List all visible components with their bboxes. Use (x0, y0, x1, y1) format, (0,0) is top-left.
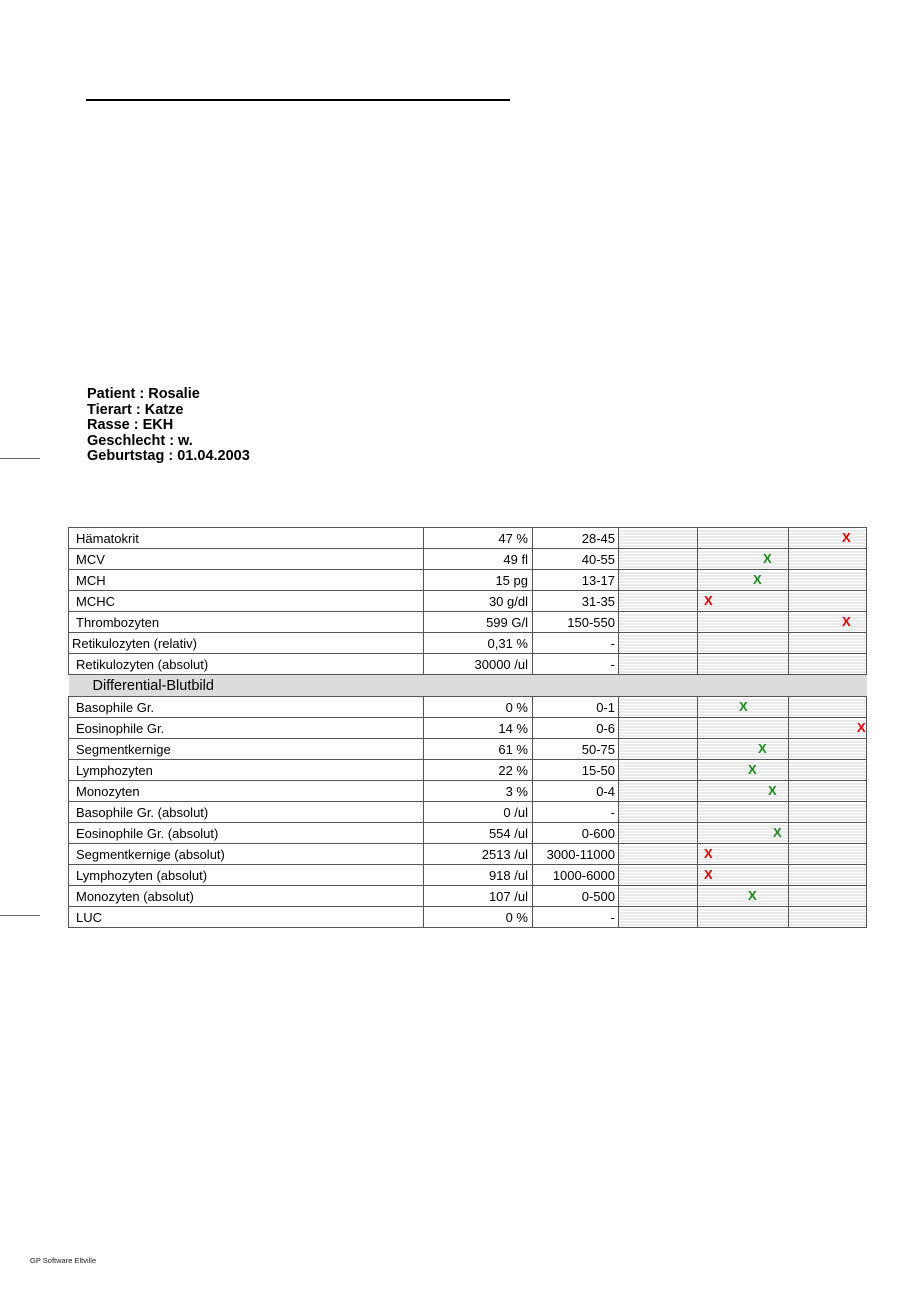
range-band-normal (698, 886, 789, 907)
range-band-low (619, 781, 698, 802)
test-name: Segmentkernige (absolut) (69, 844, 424, 865)
range-band-normal (698, 633, 789, 654)
lab-results-table (68, 527, 867, 928)
result-row (69, 570, 867, 591)
test-value: 30000 /ul (424, 654, 533, 675)
range-band-normal (698, 570, 789, 591)
in-range-marker: X (748, 762, 757, 777)
test-value: 22 % (424, 760, 533, 781)
result-row (69, 528, 867, 549)
reference-range: 50-75 (533, 739, 619, 760)
range-band-high (789, 718, 867, 739)
range-band-high (789, 739, 867, 760)
test-name: Monozyten (69, 781, 424, 802)
test-name: Retikulozyten (relativ) (69, 633, 424, 654)
test-value: 0 % (424, 697, 533, 718)
in-range-marker: X (753, 572, 762, 587)
range-band-normal (698, 907, 789, 928)
reference-range: 13-17 (533, 570, 619, 591)
test-name: Segmentkernige (69, 739, 424, 760)
test-name: Lymphozyten (absolut) (69, 865, 424, 886)
reference-range: 150-550 (533, 612, 619, 633)
test-name: Lymphozyten (69, 760, 424, 781)
range-band-normal (698, 760, 789, 781)
test-value: 30 g/dl (424, 591, 533, 612)
reference-range: 0-1 (533, 697, 619, 718)
range-band-normal (698, 781, 789, 802)
differential-rows (69, 697, 867, 928)
range-band-normal (698, 823, 789, 844)
range-band-low (619, 718, 698, 739)
range-band-low (619, 886, 698, 907)
out-of-range-marker: X (704, 867, 713, 882)
result-row (69, 844, 867, 865)
out-of-range-marker: X (842, 614, 851, 629)
test-value: 14 % (424, 718, 533, 739)
in-range-marker: X (773, 825, 782, 840)
range-band-high (789, 570, 867, 591)
reference-range: 31-35 (533, 591, 619, 612)
test-value: 554 /ul (424, 823, 533, 844)
test-value: 15 pg (424, 570, 533, 591)
reference-range: - (533, 633, 619, 654)
in-range-marker: X (748, 888, 757, 903)
range-band-high (789, 844, 867, 865)
patient-info (87, 387, 250, 465)
test-value: 599 G/l (424, 612, 533, 633)
differential-section (69, 675, 867, 697)
patient-breed: Rasse : EKH (87, 417, 174, 434)
test-value: 61 % (424, 739, 533, 760)
blood-count-rows (69, 528, 867, 675)
patient-name: Patient : Rosalie (87, 386, 200, 402)
result-row (69, 612, 867, 633)
test-value: 0 /ul (424, 802, 533, 823)
range-band-high (789, 549, 867, 570)
range-band-high (789, 654, 867, 675)
test-name: Monozyten (absolut) (69, 886, 424, 907)
result-row (69, 633, 867, 654)
range-band-high (789, 697, 867, 718)
test-value: 0 % (424, 907, 533, 928)
result-row (69, 907, 867, 928)
range-band-normal (698, 739, 789, 760)
test-name: Basophile Gr. (69, 697, 424, 718)
range-band-high (789, 823, 867, 844)
result-row (69, 697, 867, 718)
range-band-normal (698, 612, 789, 633)
reference-range: - (533, 802, 619, 823)
range-band-normal (698, 718, 789, 739)
result-row (69, 549, 867, 570)
reference-range: 0-500 (533, 886, 619, 907)
out-of-range-marker: X (704, 593, 713, 608)
range-band-normal (698, 528, 789, 549)
patient-sex: Geschlecht : w. (87, 432, 193, 449)
fold-mark-lower (0, 915, 40, 916)
test-value: 49 fl (424, 549, 533, 570)
range-band-high (789, 612, 867, 633)
result-row (69, 865, 867, 886)
range-band-low (619, 739, 698, 760)
in-range-marker: X (768, 783, 777, 798)
range-band-low (619, 528, 698, 549)
result-row (69, 718, 867, 739)
test-name: Thrombozyten (69, 612, 424, 633)
out-of-range-marker: X (842, 530, 851, 545)
reference-range: 0-600 (533, 823, 619, 844)
test-value: 3 % (424, 781, 533, 802)
in-range-marker: X (763, 551, 772, 566)
reference-range: 0-4 (533, 781, 619, 802)
test-name: LUC (69, 907, 424, 928)
result-row (69, 886, 867, 907)
reference-range: 3000-11000 (533, 844, 619, 865)
range-band-high (789, 886, 867, 907)
test-name: Hämatokrit (69, 528, 424, 549)
range-band-low (619, 570, 698, 591)
range-band-low (619, 633, 698, 654)
fold-mark-upper (0, 458, 40, 459)
reference-range: 15-50 (533, 760, 619, 781)
reference-range: 28-45 (533, 528, 619, 549)
reference-range: 40-55 (533, 549, 619, 570)
range-band-low (619, 697, 698, 718)
test-name: MCH (69, 570, 424, 591)
result-row (69, 823, 867, 844)
reference-range: - (533, 907, 619, 928)
range-band-normal (698, 844, 789, 865)
test-name: Eosinophile Gr. (69, 718, 424, 739)
range-band-normal (698, 549, 789, 570)
section-title: Differential-Blutbild (69, 675, 867, 697)
range-band-low (619, 907, 698, 928)
range-band-high (789, 528, 867, 549)
range-band-low (619, 865, 698, 886)
result-row (69, 739, 867, 760)
in-range-marker: X (758, 741, 767, 756)
range-band-low (619, 760, 698, 781)
range-band-normal (698, 802, 789, 823)
range-band-low (619, 844, 698, 865)
reference-range: 0-6 (533, 718, 619, 739)
result-row (69, 591, 867, 612)
top-rule (86, 99, 510, 101)
test-name: MCV (69, 549, 424, 570)
result-row (69, 802, 867, 823)
test-value: 2513 /ul (424, 844, 533, 865)
range-band-low (619, 591, 698, 612)
test-value: 918 /ul (424, 865, 533, 886)
range-band-normal (698, 654, 789, 675)
range-band-high (789, 633, 867, 654)
section-header-row (69, 675, 867, 697)
out-of-range-marker: X (857, 720, 866, 735)
test-name: Basophile Gr. (absolut) (69, 802, 424, 823)
test-name: Eosinophile Gr. (absolut) (69, 823, 424, 844)
result-row (69, 654, 867, 675)
test-name: Retikulozyten (absolut) (69, 654, 424, 675)
range-band-low (619, 802, 698, 823)
reference-range: 1000-6000 (533, 865, 619, 886)
test-value: 0,31 % (424, 633, 533, 654)
range-band-normal (698, 591, 789, 612)
patient-species: Tierart : Katze (87, 401, 184, 418)
reference-range: - (533, 654, 619, 675)
patient-birthday: Geburtstag : 01.04.2003 (87, 448, 250, 465)
result-row (69, 760, 867, 781)
range-band-normal (698, 865, 789, 886)
range-band-low (619, 823, 698, 844)
test-name: MCHC (69, 591, 424, 612)
result-row (69, 781, 867, 802)
range-band-high (789, 907, 867, 928)
range-band-high (789, 591, 867, 612)
test-value: 107 /ul (424, 886, 533, 907)
range-band-high (789, 760, 867, 781)
range-band-high (789, 865, 867, 886)
range-band-high (789, 781, 867, 802)
range-band-high (789, 802, 867, 823)
range-band-low (619, 549, 698, 570)
range-band-low (619, 654, 698, 675)
in-range-marker: X (739, 699, 748, 714)
test-value: 47 % (424, 528, 533, 549)
footer-software-name: GP Software Eltville (30, 1256, 97, 1265)
range-band-normal (698, 697, 789, 718)
range-band-low (619, 612, 698, 633)
out-of-range-marker: X (704, 846, 713, 861)
